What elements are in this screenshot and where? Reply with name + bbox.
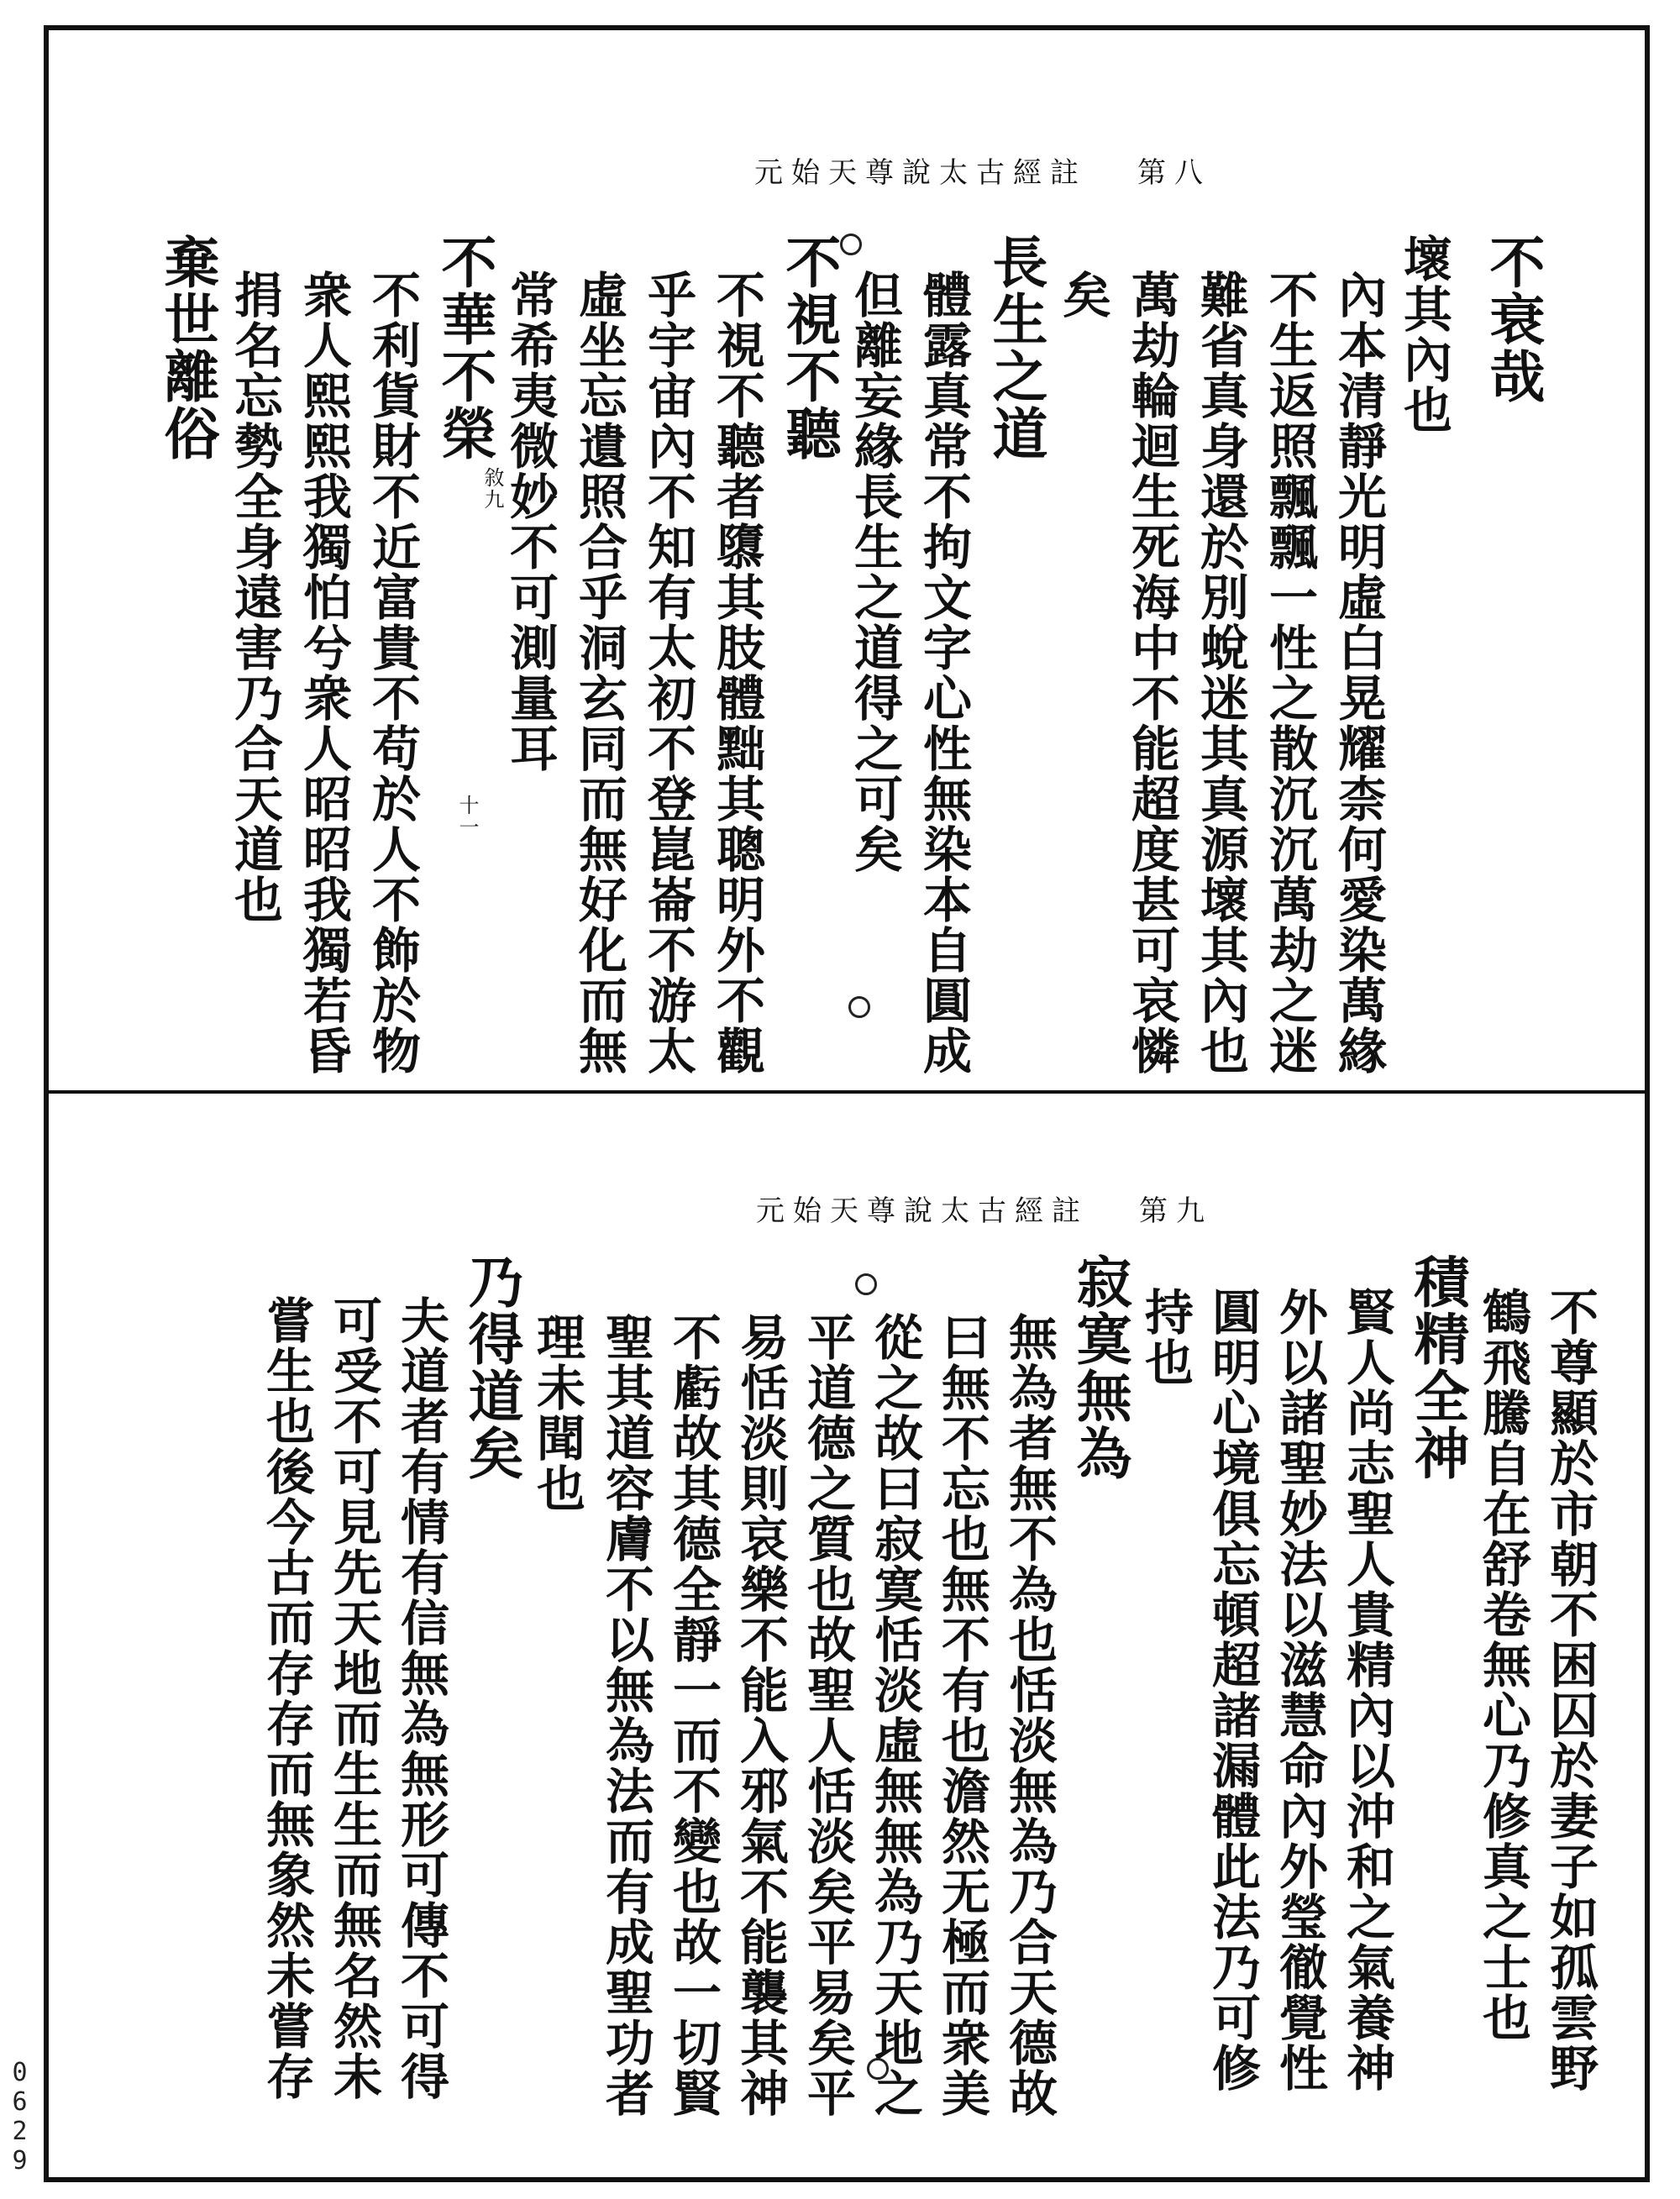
top-column: 長生之道 <box>983 234 1048 462</box>
page-number: 0629 <box>5 2058 34 2175</box>
bottom-column: 聖其道容膚不以無為法而有成聖功者 <box>597 1312 654 2118</box>
top-column: 虛坐忘遺照合乎洞玄同而無好化而無 <box>570 270 627 1076</box>
punctuation-circle <box>848 996 870 1018</box>
top-header-title: 元始天尊說太古經註 <box>754 156 1087 190</box>
folio-mark: 十一 <box>455 795 479 838</box>
bottom-column: 夫道者有情有信無為無形可傳不可得 <box>392 1295 449 2102</box>
top-header <box>754 150 1211 191</box>
bottom-column: 乃得道矣 <box>459 1253 524 1482</box>
top-column: 壞其內也 <box>1395 234 1452 435</box>
top-column: 但離妄緣長生之道得之可矣 <box>846 270 903 874</box>
bottom-column: 平道德之質也故聖人恬淡矣平易矣平 <box>799 1312 856 2118</box>
bottom-column: 嘗生也後今古而存存而無象然未嘗存 <box>258 1295 315 2102</box>
bottom-column: 積精全神 <box>1404 1253 1470 1482</box>
top-column: 捐名忘勢全身遠害乃合天道也 <box>226 270 283 925</box>
bottom-column: 外以諸聖妙法以滋慧命內外瑩徹覺性 <box>1271 1287 1328 2093</box>
bottom-column: 易恬淡則哀樂不能入邪氣不能襲其神 <box>732 1312 789 2118</box>
bottom-column: 賢人尚志聖人貴精內以沖和之氣養神 <box>1338 1287 1395 2093</box>
bottom-column: 可受不可見先天地而生生而無名然未 <box>325 1295 382 2102</box>
top-panel <box>49 30 1645 1090</box>
marginal-note: 敘九 <box>480 467 504 511</box>
top-column: 不利貨財不近富貴不苟於人不飾於物 <box>364 270 421 1076</box>
top-column: 不生返照飄飄一性之散沉沉萬劫之迷 <box>1261 270 1318 1076</box>
top-column: 衆人熙熙我獨怕兮衆人昭昭我獨若昏 <box>295 270 352 1076</box>
top-column: 不視不聽 <box>776 234 842 462</box>
top-column: 不衰哉 <box>1480 234 1546 405</box>
top-column: 難省真身還於別蛻迷其真源壞其內也 <box>1192 270 1249 1076</box>
top-column: 萬劫輪迴生死海中不能超度甚可哀憐 <box>1123 270 1180 1076</box>
bottom-column: 無為者無不為也恬淡無為乃合天德故 <box>1000 1312 1058 2118</box>
bottom-header <box>756 1188 1213 1229</box>
top-column: 不華不榮 <box>432 234 497 462</box>
top-column: 矣 <box>1054 270 1111 320</box>
bottom-column: 不尊顯於市朝不困囚於妻子如孤雲野 <box>1541 1287 1599 2093</box>
bottom-column: 持也 <box>1137 1287 1194 1388</box>
bottom-column: 曰無不忘也無不有也澹然无極而衆美 <box>933 1312 990 2118</box>
top-header-section: 第八 <box>1137 156 1211 190</box>
bottom-panel <box>49 1094 1645 2177</box>
top-column: 棄世離俗 <box>155 234 220 462</box>
bottom-column: 寂寞無為 <box>1067 1253 1132 1482</box>
top-column: 內本清靜光明虛白晃耀柰何愛染萬緣 <box>1330 270 1387 1076</box>
top-column: 乎宇宙內不知有太初不登崑崙不游太 <box>639 270 696 1076</box>
bottom-column: 不虧故其德全靜一而不變也故一切賢 <box>664 1312 722 2118</box>
bottom-column: 理未聞也 <box>528 1312 585 1514</box>
bottom-column: 圓明心境俱忘頓超諸漏體此法乃可修 <box>1204 1287 1261 2093</box>
bottom-header-title: 元始天尊說太古經註 <box>756 1194 1089 1228</box>
top-column: 體露真常不拘文字心性無染本自圓成 <box>915 270 972 1076</box>
top-column: 不視不聽者隳其肢體黜其聰明外不觀 <box>708 270 765 1076</box>
punctuation-circle <box>867 2058 889 2080</box>
bottom-column: 從之故曰寂寞恬淡虛無無為乃天地之 <box>866 1312 923 2118</box>
punctuation-circle <box>855 1273 877 1295</box>
bottom-header-section: 第九 <box>1139 1194 1213 1228</box>
bottom-column: 鶴飛騰自在舒卷無心乃修真之士也 <box>1474 1287 1531 2043</box>
top-column: 常希夷微妙不可測量耳 <box>501 270 559 774</box>
punctuation-circle <box>840 234 862 255</box>
